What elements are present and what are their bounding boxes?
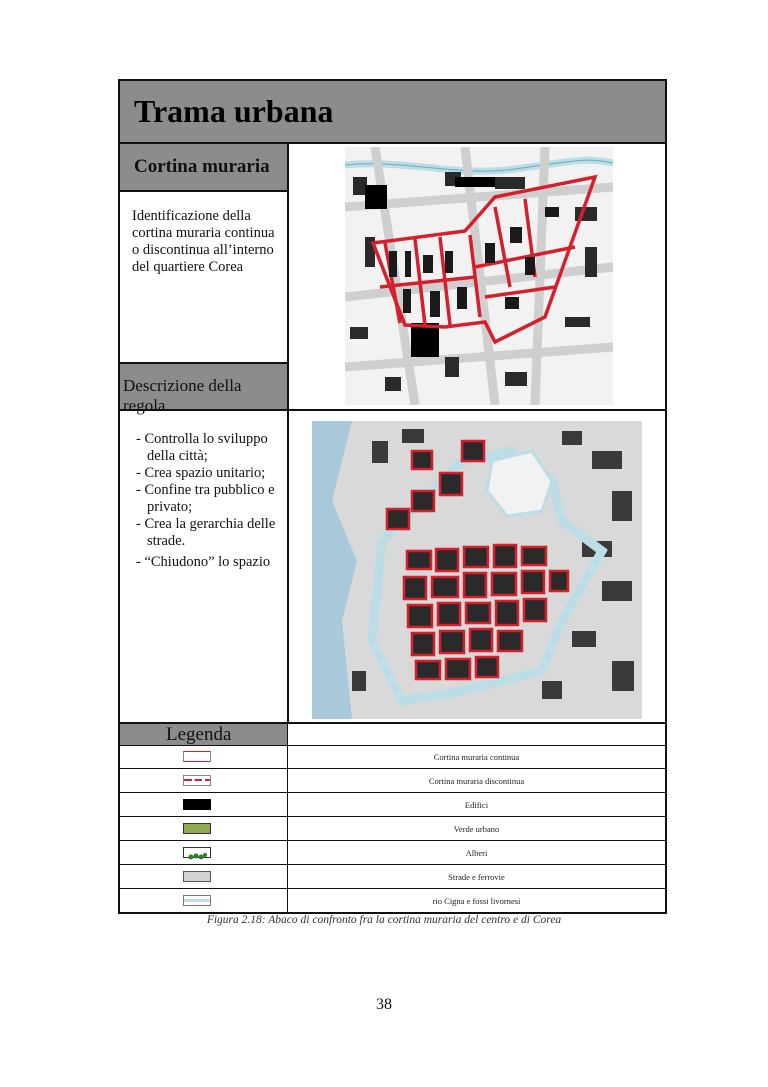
- legend-header: [120, 724, 288, 745]
- rule-item: - Crea la gerarchia delle strade.: [136, 516, 276, 549]
- buildings-swatch-icon: [183, 799, 211, 810]
- discontinuous-wall-line-icon: [183, 775, 211, 786]
- section-description: Identificazione della cortina muraria continua o discontinua all’interno del quartiere Corea: [132, 208, 275, 275]
- legend-row: [120, 840, 665, 864]
- rule-item: - Controlla lo sviluppo della città;: [136, 431, 268, 464]
- legend-label: Cortina muraria discontinua: [428, 775, 525, 786]
- legend-label: Cortina muraria continua: [433, 752, 520, 762]
- legend-row: [120, 792, 665, 816]
- legend-label: Strade e ferrovie: [448, 871, 505, 882]
- column-divider: [287, 144, 289, 724]
- legend-label: Alberi: [465, 847, 488, 858]
- figure-caption: Figura 2.18: Abaco di confronto fra la cortina muraria del centro e di Corea: [206, 914, 562, 926]
- rule-item: - “Chiudono” lo spazio: [136, 554, 271, 570]
- corea-wall-map: [345, 147, 613, 405]
- rule-item: - Confine tra pubblico e privato;: [136, 482, 275, 515]
- legend-row: [120, 768, 665, 792]
- legend-label: rio Cigna e fossi livornesi: [432, 895, 521, 906]
- page-title: Trama urbana: [134, 93, 334, 129]
- rules-list: [136, 431, 284, 571]
- section-label: Cortina muraria: [134, 156, 270, 177]
- legend-row: [120, 888, 665, 912]
- legend-row: [120, 745, 665, 768]
- section-header-cortina: [120, 144, 287, 192]
- rule-table: [118, 79, 667, 914]
- centro-wall-map: [312, 421, 642, 719]
- legend-row: [120, 864, 665, 888]
- trees-icon: [183, 847, 211, 858]
- roads-swatch-icon: [183, 871, 211, 882]
- section-header-regola: [120, 362, 287, 415]
- canals-line-icon: [183, 895, 211, 906]
- section-label: Descrizione della regola: [123, 376, 242, 415]
- urban-green-swatch-icon: [183, 823, 211, 834]
- legend-title: Legenda: [166, 724, 232, 745]
- rule-item: - Crea spazio unitario;: [136, 465, 266, 481]
- legend-label: Verde urbano: [453, 823, 500, 834]
- page-number: 38: [376, 996, 392, 1013]
- title-bar: [120, 81, 665, 144]
- legend-row: [120, 816, 665, 840]
- legend-label: Edifici: [464, 799, 489, 810]
- continuous-wall-line-icon: [183, 751, 211, 762]
